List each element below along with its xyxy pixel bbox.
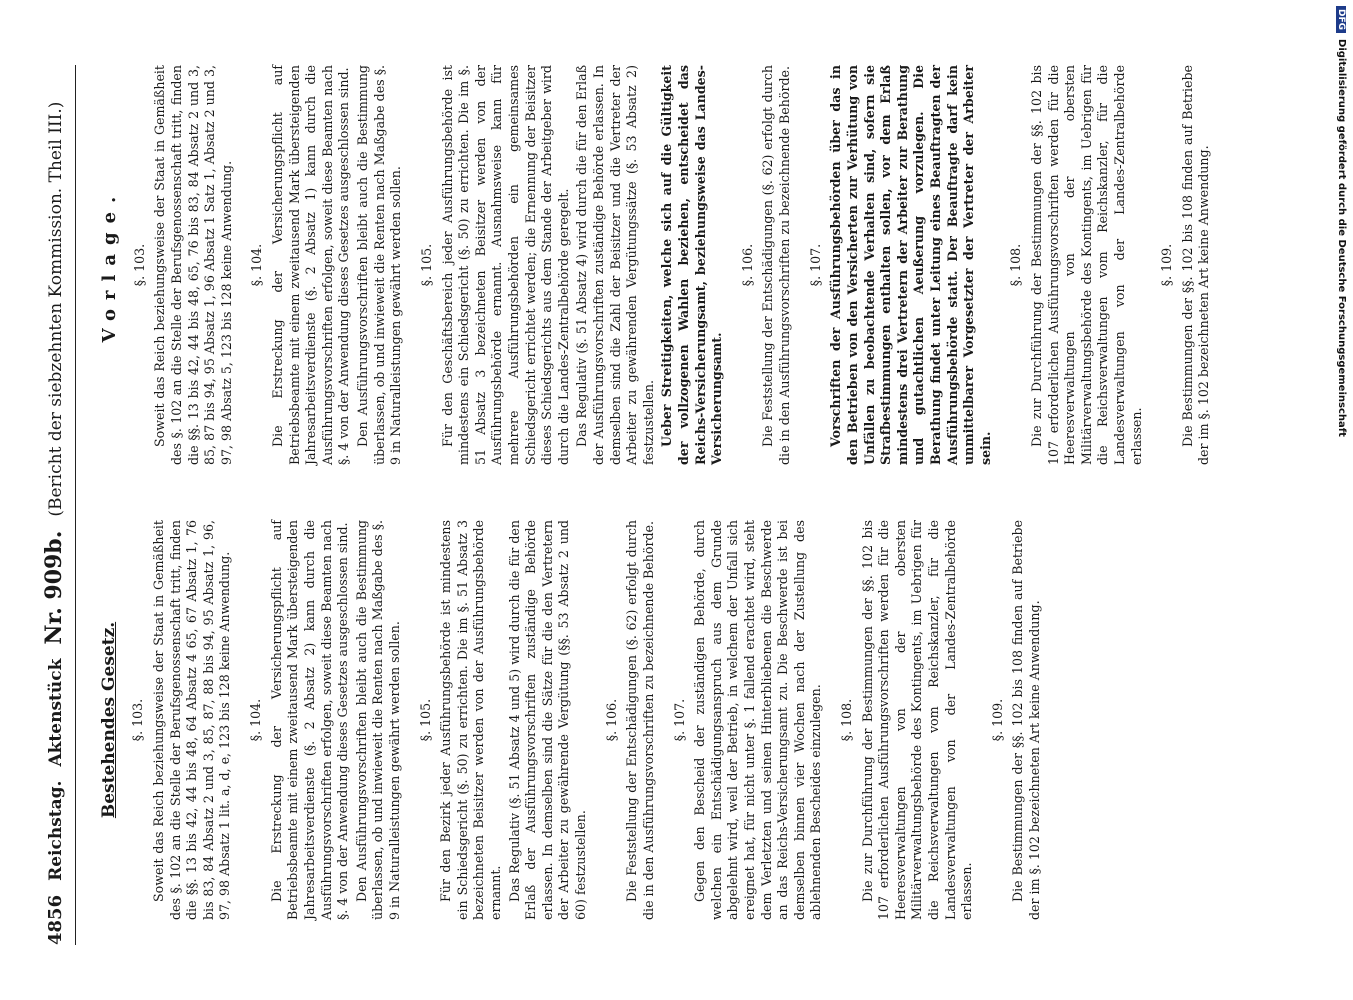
section [1008, 65, 1145, 465]
section-paragraph: Die Bestimmungen der §§. 102 bis 108 finden auf Betriebe der im §. 102 bezeichneten Art keine Anwendung. [1010, 520, 1043, 920]
section-heading: §. 107. [807, 243, 823, 287]
section [740, 65, 794, 465]
section-paragraph: Die Feststellung der Entschädigungen (§. 62) erfolgt durch die in den Ausführungsvorschriften zu bezeichnende Behörde. [760, 65, 793, 465]
section-paragraph: Die zur Durchführung der Bestimmungen der §§. 102 bis 107 erforderlichen Ausführungsvorschriften werden für die Heeresverwaltungen von der obersten Militärverwaltungsbehörde des Kontingents, im Uebrigen für die Reichsverwaltungen vom Reichskanzler, für die Landesverwaltungen von der Landes-Zentralbehörde erlassen. [1029, 65, 1144, 465]
section-heading: §. 106. [603, 698, 619, 742]
section [604, 520, 658, 920]
section [672, 520, 825, 920]
section-heading: §. 107. [671, 698, 687, 742]
section-paragraph: Das Regulativ (§. 51 Absatz 4 und 5) wird durch die für den Erlaß der Ausführungsvorschriften zuständige Behörde erlassen. In demselben sind die Sätze für die den Vertretern der Arbeiter zu gewährende Vergütung (§§. 53 Absatz 2 und 60) festzustellen. [506, 520, 589, 920]
section-heading: §. 103. [130, 698, 146, 742]
section [419, 65, 726, 465]
section-paragraph: Den Ausführungsvorschriften bleibt auch die Bestimmung überlassen, ob und inwieweit die Renten nach Maßgabe des §. 9 in Naturalleistungen gewährt werden sollen. [355, 65, 404, 465]
section [808, 65, 995, 465]
section-paragraph: Gegen den Bescheid der zuständigen Behörde, durch welchen ein Entschädigungsanspruch aus dem Grunde abgelehnt wird, weil der Betrieb, in welchem der Unfall sich ereignet hat, für nicht unter §. 1 fallend erachtet wird, steht dem Verletzten und seinen Hinterbliebenen die Beschwerde an das Reichs-Versicherungsamt zu. Die Beschwerde ist bei demselben binnen vier Wochen nach der Zustellung des ablehnenden Bescheides einzulegen. [692, 520, 824, 920]
section [132, 65, 236, 465]
section-heading: §. 105. [417, 698, 433, 742]
section [418, 520, 590, 920]
section [249, 65, 404, 465]
section-heading: §. 109. [1159, 243, 1175, 287]
column-title-proposal: Vorlage. [99, 187, 120, 343]
header-doc-label: Aktenstück [46, 658, 66, 767]
section-heading: §. 109. [989, 698, 1005, 742]
column-title-existing: Bestehendes Gesetz. [99, 621, 119, 819]
section-paragraph: Das Regulativ (§. 51 Absatz 4) wird durch die für den Erlaß der Ausführungsvorschriften zuständige Behörde erlassen. In demselben sind die Zahl der Beisitzer und die Vertreter der Arbeiter zu gewährenden Vergütungssätze (§. 53 Absatz 2) festzustellen. [574, 65, 656, 465]
page-header [40, 65, 76, 945]
section-heading: §. 108. [1008, 243, 1024, 287]
section [1159, 65, 1213, 465]
section [248, 520, 403, 920]
section-paragraph: Die zur Durchführung der Bestimmungen der §§. 102 bis 107 erforderlichen Ausführungsvorschriften werden für die Heeresverwaltungen von der obersten Militärverwaltungsbehörde des Kontingents, im Uebrigen für die Reichsverwaltungen vom Reichskanzler, für die Landesverwaltungen von der Landes-Zentralbehörde erlassen. [859, 520, 975, 920]
section [990, 520, 1044, 920]
header-report-title: (Bericht der siebzehnten Kommission. Theil III.) [46, 101, 66, 517]
dfg-logo: DFG [1336, 6, 1346, 33]
section-heading: §. 103. [131, 243, 147, 287]
section-paragraph: Für den Geschäftsbereich jeder Ausführungsbehörde ist mindestens ein Schiedsgericht (§. 50) zu errichten. Die im §. 51 Absatz 3 bezeichneten Beisitzer werden von der Ausführungsbehörde ernannt. Ausnahmsweise kann für mehrere Ausführungsbehörden ein gemeinsames Schiedsgericht errichtet werden; die Ernennung der Beisitzer dieses Schiedsgerichts aus dem Stande der Arbeitgeber wird durch die Landes-Zentralbehörde geregelt. [439, 65, 571, 465]
section-heading: §. 105. [418, 243, 434, 287]
section-heading: §. 108. [838, 698, 854, 742]
section-paragraph: Soweit das Reich beziehungsweise der Staat in Gemäßheit des §. 102 an die Stelle der Berufsgenossenschaft tritt, finden die §§. 13 bis 42, 44 bis 48, 65, 76 bis 83, 84 Absatz 2 und 3, 85, 87 bis 94, 95 Absatz 1, 96 Absatz 1 Satz 1, Absatz 2 und 3, 97, 98 Absatz 5, 123 bis 128 keine Anwendung. [152, 65, 234, 465]
section-heading: §. 104. [248, 698, 264, 742]
section-heading: §. 106. [739, 243, 755, 287]
header-document-number: Nr. 909b. [41, 530, 67, 645]
page-number: 4856 [45, 894, 66, 945]
column-proposal [88, 65, 1227, 465]
section-paragraph: Die Bestimmungen der §§. 102 bis 108 finden auf Betriebe der im §. 102 bezeichneten Art keine Anwendung. [1179, 65, 1212, 465]
column-existing-law [88, 520, 1058, 920]
section-paragraph: Den Ausführungsvorschriften bleibt auch die Bestimmung überlassen, ob und inwieweit die Renten nach Maßgabe des §. 9 in Naturalleistungen gewährt werden sollen. [353, 520, 402, 920]
section-paragraph: Für den Bezirk jeder Ausführungsbehörde ist mindestens ein Schiedsgericht (§. 50) zu errichten. Die im §. 51 Absatz 3 bezeichneten Beisitzer werden von der Ausführungsbehörde ernannt. [438, 520, 504, 920]
section-paragraph: Die Feststellung der Entschädigungen (§. 62) erfolgt durch die in den Ausführungsvorschriften zu bezeichnende Behörde. [624, 520, 656, 920]
section-paragraph: Ueber Streitigkeiten, welche sich auf die Gültigkeit der vollzogenen Wahlen beziehen, entscheidet das Reichs-Versicherungsamt, beziehungsweise das Landes-Versicherungsamt. [659, 65, 725, 465]
section-paragraph: Vorschriften der Ausführungsbehörden über das in den Betrieben von den Versicherten zur Verhütung von Unfällen zu beobachtende Verhalten sind, sofern sie Strafbestimmungen enthalten sollen, vor dem Erlaß mindestens drei Vertretern der Arbeiter zur Berathung und gutachtlichen Aeußerung vorzulegen. Die Berathung findet unter Leitung eines Beauftragten der Ausführungsbehörde statt. Der Beauftragte darf kein unmittelbarer Vorgesetzter der Vertreter der Arbeiter sein. [828, 65, 993, 465]
section-heading: §. 104. [249, 243, 265, 287]
header-reichstag: Reichstag. [46, 780, 66, 881]
section-paragraph: Die Erstreckung der Versicherungspflicht auf Betriebsbeamte mit einem zweitausend Mark übersteigenden Jahresarbeitsverdienste (§. 2 Absatz 1) kann durch die Ausführungsvorschriften erfolgen, soweit diese Beamten nach §. 4 von der Anwendung dieses Gesetzes ausgeschlossen sind. [270, 65, 352, 465]
section-paragraph: Die Erstreckung der Versicherungspflicht auf Betriebsbeamte mit einem zweitausend Mark übersteigenden Jahresarbeitsverdienste (§. 2 Absatz 2) kann durch die Ausführungsvorschriften erfolgen, soweit diese Beamten nach §. 4 von der Anwendung dieses Gesetzes ausgeschlossen sind. [268, 520, 351, 920]
section [839, 520, 976, 920]
credit-text: Digitalisierung gefördert durch die Deutsche Forschungsgemeinschaft [1336, 39, 1347, 437]
section-paragraph: Soweit das Reich beziehungsweise der Staat in Gemäßheit des §. 102 an die Stelle der Berufsgenossenschaft tritt, finden die §§. 13 bis 42, 44 bis 48, 64 Absatz 4 65, 67 Absatz 1, 76 bis 83, 84 Absatz 2 und 3, 85, 87, 88 bis 94, 95 Absatz 1, 96, 97, 98 Absatz 1 lit. a, d, e, 123 bis 128 keine Anwendung. [151, 520, 233, 920]
digitization-credit [1333, 6, 1347, 706]
section [130, 520, 234, 920]
